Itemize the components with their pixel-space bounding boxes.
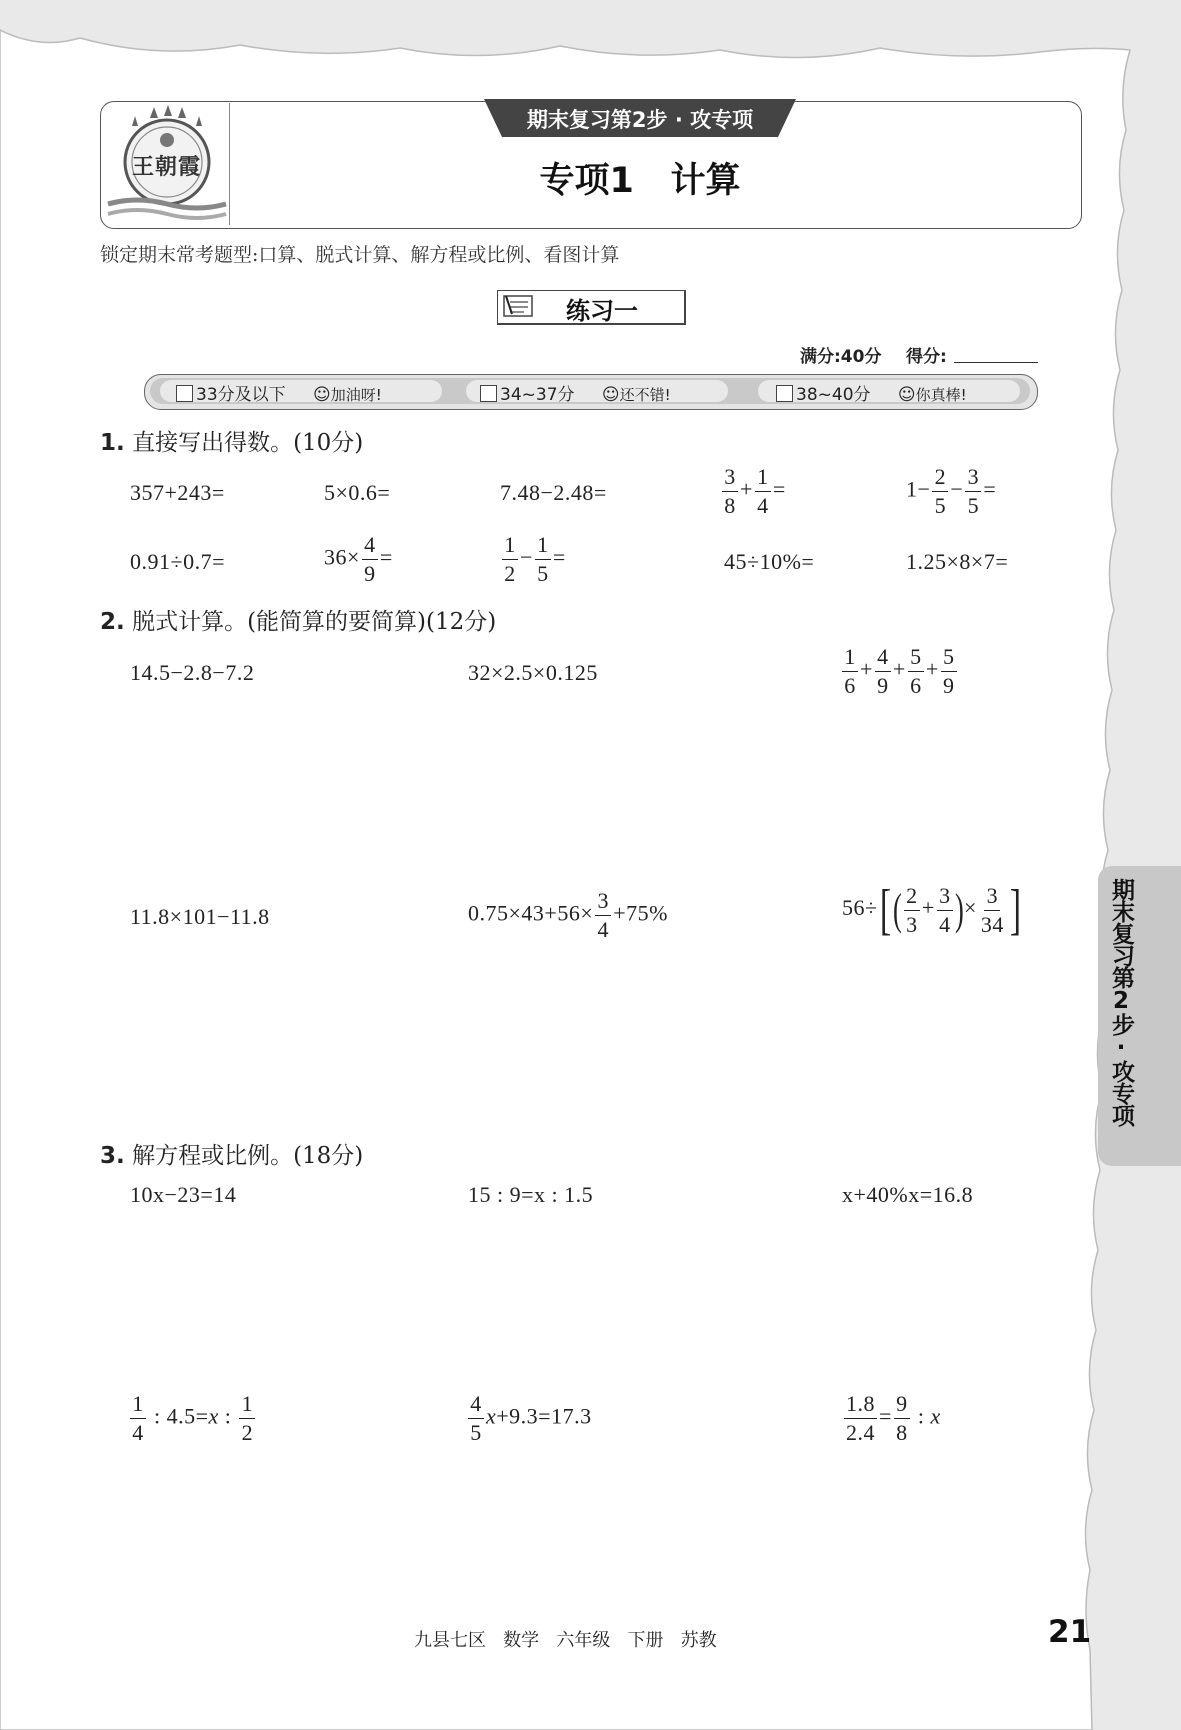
subtitle: 锁定期末常考题型:口算、脱式计算、解方程或比例、看图计算	[100, 244, 620, 266]
level-checkbox-2[interactable]	[480, 385, 497, 402]
level-item-3	[776, 380, 967, 405]
q1-item-9: 45÷10%=	[724, 549, 815, 574]
page-number: 21	[1048, 1614, 1092, 1650]
q1-item-4: $\frac{3}{8}$ + $\frac{1}{4}$ =	[720, 466, 786, 517]
logo-text: 王朝霞	[132, 155, 202, 180]
question-text: 脱式计算。(能简算的要简算)(12分)	[132, 609, 497, 635]
smiley-icon: ☺	[897, 385, 916, 405]
level-checkbox-3[interactable]	[776, 385, 793, 402]
q2-item-4: 11.8×101−11.8	[130, 904, 270, 929]
smiley-icon: ☺	[313, 385, 331, 405]
smiley-icon: ☺	[601, 385, 620, 405]
q2-item-6: 56÷[( $\frac{2}{3}$ + $\frac{3}{4}$ )× $\frac{3}{34}$ ]	[842, 879, 1022, 941]
q2-item-1: 14.5−2.8−7.2	[130, 660, 255, 685]
q1-item-10: 1.25×8×7=	[906, 549, 1009, 574]
q3-item-1: 10x−23=14	[130, 1182, 237, 1207]
q3-item-6: $\frac{1.8}{2.4}$ = $\frac{9}{8}$ : x	[846, 1391, 941, 1445]
q2-item-5: 0.75×43+56× $\frac{3}{4}$ +75%	[468, 888, 668, 942]
question-number: 1.	[100, 430, 125, 456]
question-3-title	[100, 1137, 363, 1170]
q2-item-3: $\frac{1}{6}$ + $\frac{4}{9}$ + $\frac{5}{6}$ + $\frac{5}{9}$	[840, 646, 959, 697]
full-score: 满分:40分	[800, 347, 882, 367]
q1-item-6: 0.91÷0.7=	[130, 549, 225, 574]
side-tab-text: 期末复习第2步·攻专项	[1108, 878, 1134, 1126]
q1-item-5: 1− $\frac{2}{5}$ − $\frac{3}{5}$ =	[906, 464, 997, 518]
q3-item-5: $\frac{4}{5}$ x+9.3=17.3	[466, 1393, 592, 1444]
q3-item-4: $\frac{1}{4}$ : 4.5=x : $\frac{1}{2}$	[128, 1393, 257, 1444]
q3-item-3: x+40%x=16.8	[842, 1182, 974, 1207]
level-comment-3: 你真棒!	[915, 386, 967, 404]
level-comment-2: 还不错!	[619, 386, 671, 404]
banner-text: 期末复习第2步 · 攻专项	[526, 108, 754, 132]
level-checkbox-1[interactable]	[176, 385, 193, 402]
level-item-1	[176, 380, 382, 405]
score-blank[interactable]	[954, 362, 1038, 363]
page-title: 专项1 计算	[539, 161, 741, 201]
q3-item-2: 15 : 9=x : 1.5	[468, 1182, 594, 1207]
q1-item-7: 36× $\frac{4}{9}$ =	[324, 532, 393, 586]
level-range-2: 34~37分	[500, 385, 575, 405]
q1-item-3: 7.48−2.48=	[500, 480, 607, 505]
question-text: 解方程或比例。(18分)	[132, 1143, 364, 1169]
q2-item-2: 32×2.5×0.125	[468, 660, 598, 685]
q1-item-1: 357+243=	[130, 480, 225, 505]
question-number: 3.	[100, 1143, 125, 1169]
section-title: 练习一	[566, 297, 638, 325]
question-1-title	[100, 424, 363, 457]
footer-text: 九县七区 数学 六年级 下册 苏教	[414, 1630, 717, 1651]
level-range-1: 33分及以下	[196, 385, 286, 405]
level-range-3: 38~40分	[796, 385, 871, 405]
pencil-notebook-icon	[502, 294, 536, 318]
question-number: 2.	[100, 609, 125, 635]
question-2-title	[100, 603, 496, 636]
score-label: 得分:	[906, 347, 947, 367]
q1-item-2: 5×0.6=	[324, 480, 391, 505]
level-comment-1: 加油呀!	[330, 386, 382, 404]
question-text: 直接写出得数。(10分)	[132, 430, 364, 456]
level-item-2	[480, 380, 671, 405]
q1-item-8: $\frac{1}{2}$ − $\frac{1}{5}$ =	[500, 534, 566, 585]
